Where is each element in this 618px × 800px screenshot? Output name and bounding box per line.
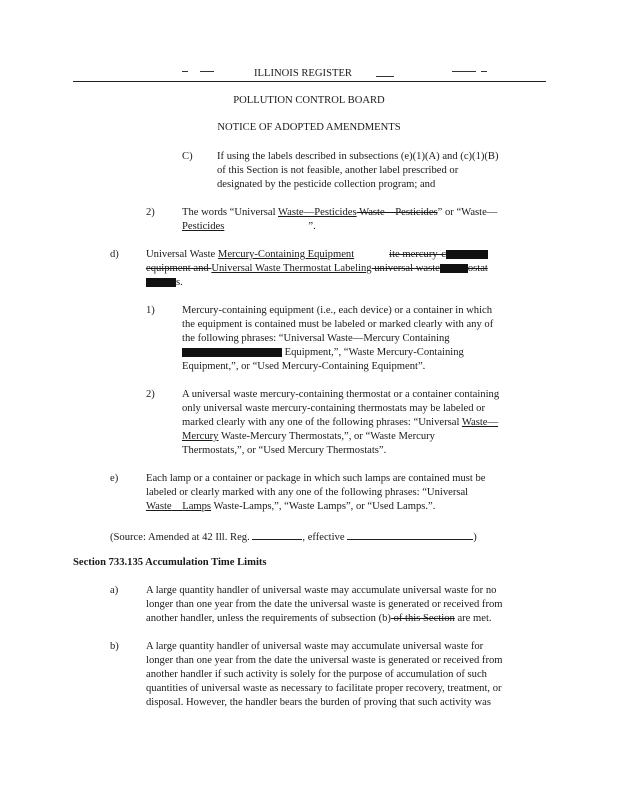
item-d-line3: s. (146, 277, 183, 289)
item-a-line3: another handler, unless the requirements of subsection (b) of this Section are met. (146, 613, 492, 624)
item-b-line: disposal. However, the handler bears the burden of proving that such activity was (146, 697, 491, 708)
header-rule (73, 81, 546, 82)
item-b-line: longer than one year from the date the universal waste is generated or received from (146, 655, 503, 666)
item-c-label: C) (182, 151, 193, 162)
item-d1-line: Mercury-containing equipment (i.e., each device) or a container in which (182, 305, 493, 316)
item-c-line: If using the labels described in subsections (e)(1)(A) and (c)(1)(B) (217, 151, 499, 162)
item-a-line: A large quantity handler of universal waste may accumulate universal waste for no (146, 585, 497, 596)
item-d1-label: 1) (146, 305, 155, 316)
item-2a-label: 2) (146, 207, 155, 218)
item-d-line1: Universal Waste Mercury-Containing Equipment ite mercury-c (146, 249, 488, 261)
item-d2-label: 2) (146, 389, 155, 400)
item-d1-line: the following phrases: “Universal Waste—Mercury Containing (182, 333, 450, 344)
source-note: (Source: Amended at 42 Ill. Reg. , effective ) (110, 529, 477, 544)
scan-speck (376, 76, 394, 77)
board-title: POLLUTION CONTROL BOARD (233, 95, 385, 106)
item-2a-line2: Pesticides ”. (182, 221, 316, 232)
scan-speck (452, 71, 476, 72)
item-d2-line5: Thermostats,”, or “Used Mercury Thermostats”. (182, 445, 387, 456)
item-d2-line4: Mercury Waste-Mercury Thermostats,”, or “Waste Mercury (182, 431, 435, 442)
scan-speck (200, 71, 214, 72)
item-d-label: d) (110, 249, 119, 260)
item-e-line3: Waste Lamps Waste-Lamps,”, “Waste Lamps”, or “Used Lamps.”. (146, 501, 436, 512)
item-a-label: a) (110, 585, 119, 596)
scan-speck (182, 71, 188, 72)
item-d1-line5: Equipment,”, or “Used Mercury-Containing Equipment”. (182, 361, 426, 372)
item-d-line2: equipment and Universal Waste Thermostat Labeling universal waste ostat (146, 263, 488, 274)
item-a-line: longer than one year from the date the universal waste is generated or received from (146, 599, 503, 610)
scan-speck (481, 71, 487, 72)
register-title: ILLINOIS REGISTER (254, 68, 352, 79)
item-e-line: labeled or clearly marked with any one of the following phrases: “Universal (146, 487, 469, 498)
item-e-label: e) (110, 473, 119, 484)
item-d2-line: only universal waste mercury-containing thermostats may be labeled or (182, 403, 486, 414)
item-d2-line: A universal waste mercury-containing thermostat or a container containing (182, 389, 500, 400)
item-2a-line1: The words “Universal Waste—Pesticides Waste—Pesticides” or “Waste— (182, 207, 498, 218)
item-c-line: of this Section is not feasible, another label prescribed or (217, 165, 459, 176)
item-b-line: quantities of universal waste as necessary to facilitate proper recovery, treatment, or (146, 683, 502, 694)
item-d1-line: the equipment is contained must be labeled or marked clearly with any of (182, 319, 494, 330)
item-c-line: designated by the pesticide collection program; and (217, 179, 436, 190)
section-heading: Section 733.135 Accumulation Time Limits (73, 557, 267, 568)
notice-title: NOTICE OF ADOPTED AMENDMENTS (217, 122, 401, 133)
item-b-line: A large quantity handler of universal waste may accumulate universal waste for (146, 641, 484, 652)
item-e-line: Each lamp or a container or package in which such lamps are contained must be (146, 473, 486, 484)
item-d2-line3: marked clearly with any one of the following phrases: “Universal Waste— (182, 417, 499, 428)
item-d1-line4: Equipment,”, “Waste Mercury-Containing (182, 347, 464, 359)
item-b-line: another handler if such activity is solely for the purpose of accumulation of such (146, 669, 487, 680)
item-b-label: b) (110, 641, 119, 652)
